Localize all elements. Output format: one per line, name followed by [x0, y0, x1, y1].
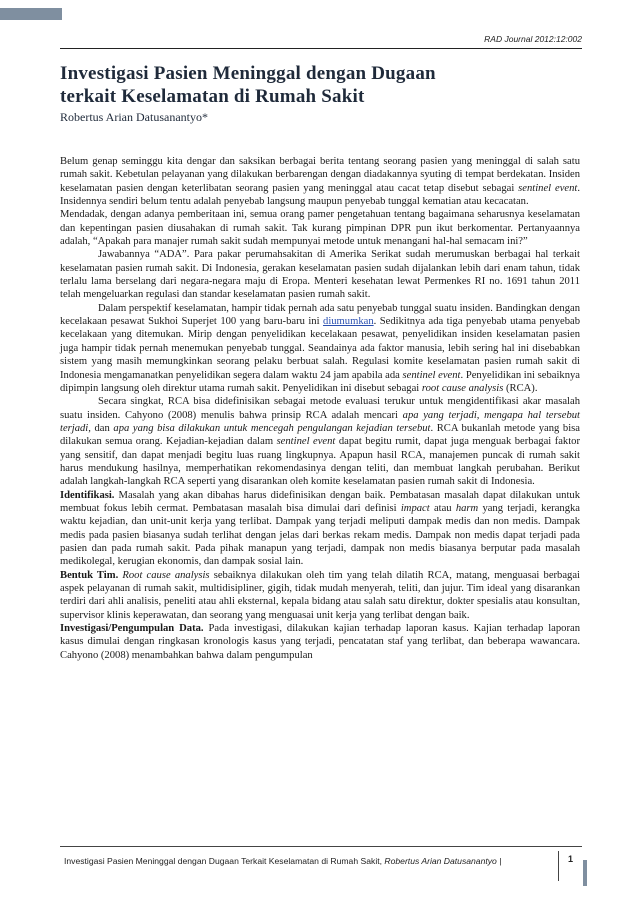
article-title	[60, 62, 560, 108]
footer-separator: |	[499, 856, 502, 866]
footer-text: Investigasi Pasien Meninggal dengan Dugaan Terkait Keselamatan di Rumah Sakit,	[64, 856, 383, 866]
paragraph-1: Belum genap seminggu kita dengar dan saksikan berbagai berita tentang seorang pasien yang meninggal di salah satu rumah sakit. Kebetulan pelayanan yang dilakukan berbarengan dengan diadakannya syuting di tempat berdekatan. Insiden keselamatan pasien dengan keterlibatan seorang pasien yang meninggal atau cacat tetap disebut sebagai sentinel event. Insidennya sendiri belum tentu adalah penyebab langsung maupun penyebab tunggal kematian atau kecacatan.	[60, 156, 580, 208]
corner-color-block	[0, 8, 62, 20]
section-head-identifikasi: Identifikasi.	[60, 489, 115, 501]
footer-divider	[558, 851, 559, 881]
section-head-investigasi: Investigasi/Pengumpulan Data.	[60, 623, 204, 635]
page-accent-bar	[583, 860, 587, 886]
page-number: 1	[568, 854, 574, 864]
title-line-1: Investigasi Pasien Meninggal dengan Dugaan	[60, 63, 436, 84]
footer-rule	[60, 846, 582, 847]
paragraph-bentuk-tim: Bentuk Tim. Root cause analysis sebaiknya dilakukan oleh tim yang telah dilatih RCA, matang, menguasai berbagai aspek pelayanan di rumah sakit, multidisipliner, gigih, tidak mudah menyerah, teliti, dan jujur. Tim ideal yang disarankan terdiri dari ahli analisis, peneliti atau ahli eksternal, kepala bidang atau salah satu direktur, dokter spesialis atau konsultan, supervisor klinis keperawatan, dan seorang yang menguasai unit kerja yang terlibat dengan baik.	[60, 569, 580, 621]
paragraph-2: Mendadak, dengan adanya pemberitaan ini, semua orang pamer pengetahuan tentang bagaimana seharusnya keselamatan dan kepentingan pasien diusahakan di rumah sakit. Tak kurang pimpinan DPR pun ikut berkomentar. Pertanyaannya adalah, “Apakah para manajer rumah sakit sudah mempunyai metode untuk menangani hal-hal semacam ini?”	[60, 209, 580, 248]
paragraph-investigasi: Investigasi/Pengumpulan Data. Pada investigasi, dilakukan kajian terhadap laporan kasus. Kajian terhadap laporan kasus dimulai dengan ringkasan kronologis kasus yang terjadi, pencatatan staf yang terlibat, dan beberapa wawancara. Cahyono (2008) menambahkan bahwa dalam pengumpulan	[60, 623, 580, 661]
journal-tag: RAD Journal 2012:12:002	[484, 34, 582, 44]
page-footer	[64, 856, 501, 866]
paragraph-4: Dalam perspektif keselamatan, hampir tidak pernah ada satu penyebab tunggal suatu insiden. Bandingkan dengan kecelakaan pesawat Sukhoi Superjet 100 yang baru-baru ini diumumkan. Sedikitnya ada tiga penyebab utama penyebab kecelakaan yang ditemukan. Mirip dengan penyelidikan kecelakaan pesawat, penyelidikan insiden keselamatan pasien juga hampir tidak pernah menemukan penyebab tunggal. Seandainya ada faktor manusia, lebih sering hal ini disebabkan sistem yang masih memungkinkan seorang pelaku berbuat salah. Regulasi komite keselamatan pasien rumah sakit di Indonesia mengamanatkan penyelidikan segera dalam waktu 24 jam apabila ada sentinel event. Penyelidikan ini sebaiknya dipimpin langsung oleh direktur utama rumah sakit. Penyelidikan ini disebut sebagai root cause analysis (RCA).	[60, 302, 581, 394]
title-line-2: terkait Keselamatan di Rumah Sakit	[60, 86, 365, 107]
paragraph-5: Secara singkat, RCA bisa didefinisikan sebagai metode evaluasi terukur untuk mengidentifikasi akar masalah suatu insiden. Cahyono (2008) menulis bahwa prinsip RCA adalah mencari apa yang terjadi, mengapa hal tersebut terjadi, dan apa yang bisa dilakukan untuk mencegah pengulangan kejadian tersebut. RCA bukanlah metode yang bisa dilakukan semua orang. Kejadian-kejadian dalam sentinel event dapat begitu rumit, dapat juga menguak berbagai faktor yang sensitif, dan dapat menjadi begitu luas ruang lingkupnya. Apapun hasil RCA, manajemen puncak di rumah sakit harus mendukung hasilnya, memperhatikan rekomendasinya dengan teliti, dan membuat langkah perubahan. Berikut adalah langkah-langkah RCA seperti yang disarankan oleh komite keselamatan pasien rumah sakit di Indonesia.	[60, 396, 580, 488]
article-author: Robertus Arian Datusanantyo*	[60, 110, 208, 124]
paragraph-3: Jawabannya “ADA”. Para pakar perumahsakitan di Amerika Serikat sudah merumuskan berbagai hal terkait keselamatan pasien rumah sakit. Di Indonesia, gerakan keselamatan pasien sudah dijalankan lebih dari enam tahun, tidak terlalu lama berselang dari negara-negara maju di Eropa. Menteri kesehatan lewat Permenkes RI no. 1691 tahun 2011 telah mengeluarkan regulasi dan standar keselamatan pasien rumah sakit.	[60, 249, 580, 301]
footer-author: Robertus Arian Datusanantyo	[384, 856, 497, 866]
article-body	[60, 155, 580, 662]
section-head-bentuk-tim: Bentuk Tim.	[60, 569, 119, 581]
diumumkan-link[interactable]: diumumkan	[323, 316, 374, 328]
header-rule	[60, 48, 582, 49]
paragraph-identifikasi: Identifikasi. Masalah yang akan dibahas harus didefinisikan dengan baik. Pembatasan masalah dapat dilakukan untuk membuat fokus lebih cermat. Pembatasan masalah bisa dimulai dari definisi impact atau harm yang terjadi, kerangka waktu kejadian, dan unit-unit kerja yang terlibat. Dampak yang terjadi meliputi dampak medis dan non medis. Dampak medis pada pasien biasanya sudah terlihat dengan jelas dari berkas rekam medis. Dampak non medis dapat terjadi pada pasien dan pada rumah sakit. Pada pihak manapun yang terjadi, dampak non medis biasanya berputar pada masalah medikolegal, kerugian ekonomis, dan dampak sosial lain.	[60, 489, 581, 568]
